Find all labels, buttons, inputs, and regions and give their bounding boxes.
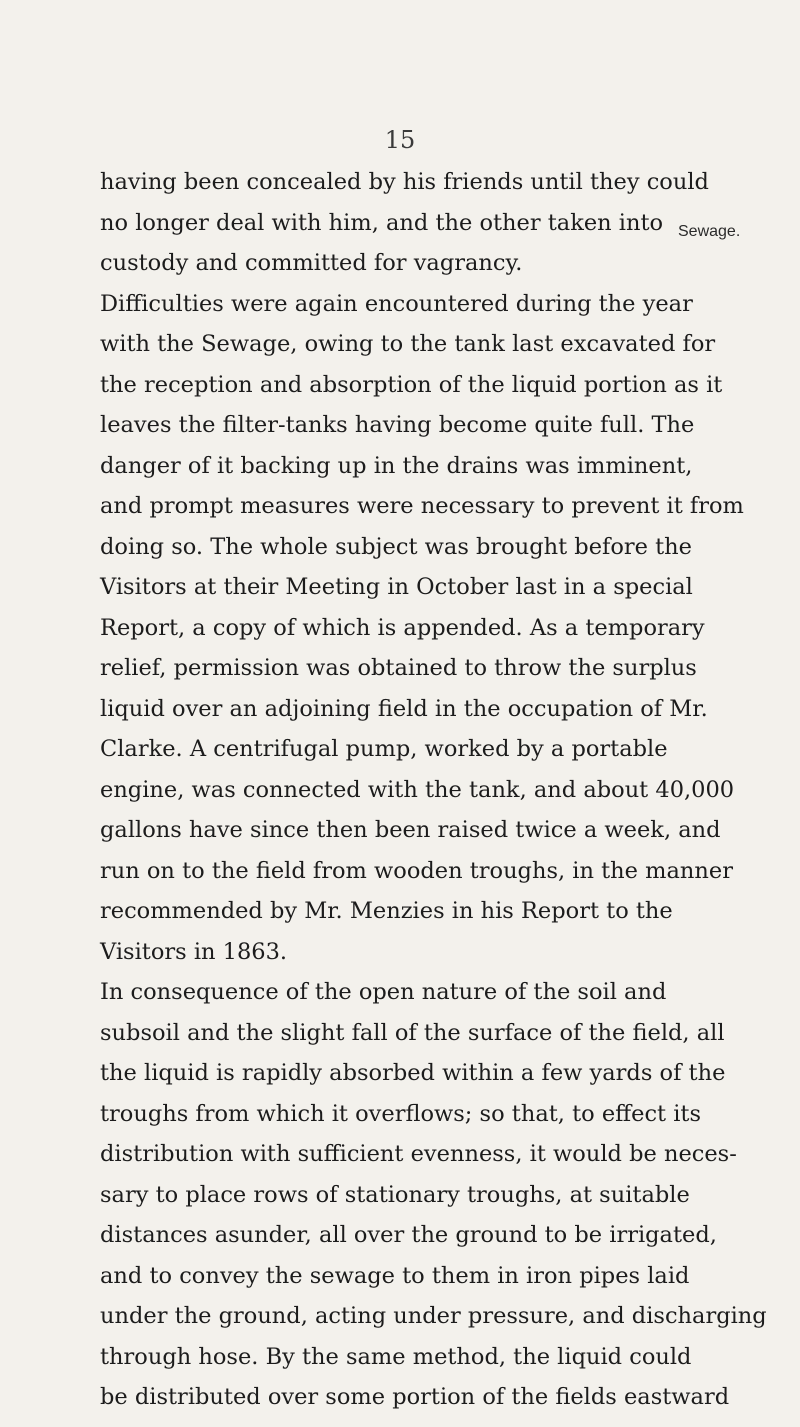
page-number: 15 [384,126,416,154]
text-line: custody and committed for vagrancy. [100,250,523,276]
text-line: In consequence of the open nature of the soil and [100,979,667,1005]
margin-note: Sewage. [678,223,741,240]
text-line: liquid over an adjoining field in the occupation of Mr. [100,695,708,722]
text-line: gallons have since then been raised twice a week, and [100,817,721,843]
body-text [100,162,767,1418]
text-line: and prompt measures were necessary to prevent it from [100,493,744,519]
text-line: under the ground, acting under pressure, and discharging [100,1303,767,1329]
text-line: engine, was connected with the tank, and about 40,000 [100,776,735,803]
text-line: run on to the field from wooden troughs, in the manner [100,857,733,884]
text-line: through hose. By the same method, the liquid could [100,1343,692,1370]
text-line: Visitors at their Meeting in October last in a special [100,574,693,600]
text-line: Clarke. A centrifugal pump, worked by a portable [100,736,668,762]
text-line: distances asunder, all over the ground to be irrigated, [100,1222,717,1248]
text-line: with the Sewage, owing to the tank last excavated for [100,331,716,357]
text-line: be distributed over some portion of the fields eastward [100,1384,730,1410]
text-line: distribution with sufficient evenness, it would be neces- [100,1141,737,1167]
text-line: Visitors in 1863. [100,938,288,965]
text-line: troughs from which it overflows; so that, to effect its [100,1100,702,1127]
text-line: doing so. The whole subject was brought before the [100,533,692,560]
text-line: no longer deal with him, and the other taken into [100,209,664,236]
text-line: and to convey the sewage to them in iron pipes laid [100,1262,690,1289]
text-line: the reception and absorption of the liquid portion as it [100,371,723,398]
text-line: the liquid is rapidly absorbed within a few yards of the [100,1060,726,1086]
text-line: sary to place rows of stationary troughs, at suitable [100,1181,690,1208]
text-line: Difficulties were again encountered during the year [100,290,693,317]
text-line: danger of it backing up in the drains was imminent, [100,452,693,479]
text-line: leaves the filter-tanks having become quite full. The [100,412,695,438]
text-line: having been concealed by his friends until they could [100,169,709,195]
text-line: recommended by Mr. Menzies in his Report to the [100,898,673,924]
text-line: Report, a copy of which is appended. As a temporary [100,614,705,641]
text-line: relief, permission was obtained to throw the surplus [100,655,697,681]
text-line: subsoil and the slight fall of the surface of the field, all [100,1019,725,1046]
